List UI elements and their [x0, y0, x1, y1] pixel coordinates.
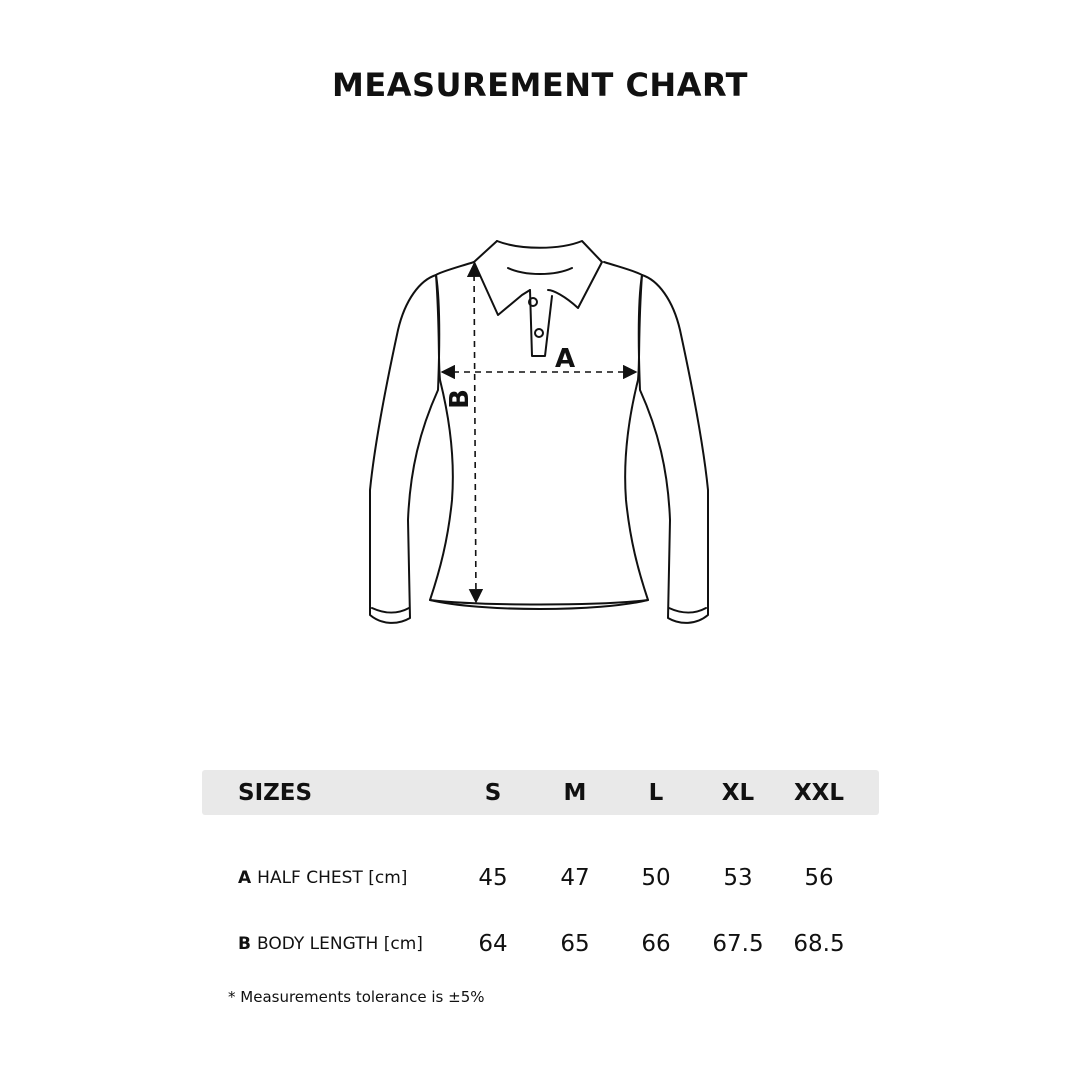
table-cell: 56 [804, 865, 834, 891]
right-sleeve [604, 262, 708, 623]
label-a: A [554, 344, 576, 374]
left-cuff [372, 608, 409, 613]
left-sleeve [370, 262, 474, 623]
table-cell: 50 [641, 865, 671, 891]
arrow-b [474, 264, 476, 602]
neck-line [508, 268, 572, 274]
row-label [238, 845, 407, 911]
table-cell: 67.5 [712, 931, 764, 957]
button-bottom [535, 329, 543, 337]
sizes-header: SIZES [238, 779, 313, 806]
table-cell: 53 [723, 865, 753, 891]
size-header: S [484, 779, 502, 806]
tolerance-note: * Measurements tolerance is ±5% [228, 988, 485, 1006]
collar-left [474, 241, 530, 315]
table-cell: 45 [478, 865, 508, 891]
table-header [202, 770, 879, 815]
row-label [238, 911, 423, 977]
size-header: XXL [793, 779, 845, 806]
table-cell: 65 [560, 931, 590, 957]
table-cell: 68.5 [793, 931, 845, 957]
size-header: M [563, 779, 587, 806]
shirt-body [430, 275, 648, 609]
size-header: XL [721, 779, 755, 806]
size-header: L [648, 779, 664, 806]
table-cell: 66 [641, 931, 671, 957]
row-code: A [238, 868, 252, 888]
measurement-table [202, 770, 879, 977]
right-cuff [669, 608, 706, 613]
row-name: BODY LENGTH [cm] [256, 934, 423, 954]
table-row [202, 911, 879, 977]
page-title: MEASUREMENT CHART [331, 66, 748, 104]
row-code: B [238, 934, 251, 954]
table-cell: 64 [478, 931, 508, 957]
table-cell: 47 [560, 865, 590, 891]
label-b: B [445, 389, 475, 409]
table-row [202, 845, 879, 911]
row-name: HALF CHEST [cm] [257, 868, 408, 888]
placket [530, 290, 552, 356]
shirt-hem [430, 600, 648, 605]
